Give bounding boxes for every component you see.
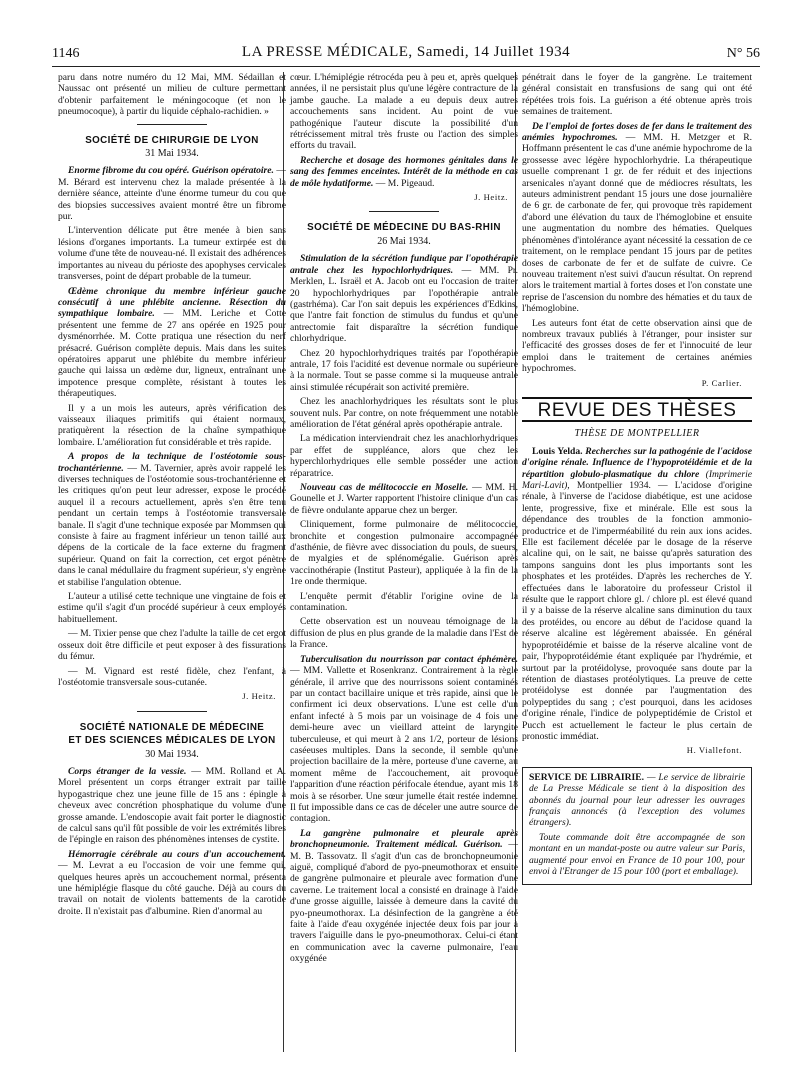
paragraph: L'enquête permit d'établir l'origine ovine de la contamination. bbox=[290, 590, 518, 614]
article-title: Œdème chronique du membre inférieur gauche consécutif à une phlébite ancienne. Résection du sympathique lombaire. bbox=[58, 285, 286, 320]
article bbox=[290, 155, 518, 189]
issue-number: N° 56 bbox=[726, 46, 760, 61]
article-title: A propos de la technique de l'ostéotomie sous-trochantérienne. bbox=[58, 451, 286, 474]
thesis-heading: THÈSE DE MONTPELLIER bbox=[574, 428, 700, 440]
signature: J. Heitz. bbox=[242, 691, 276, 702]
article bbox=[58, 766, 286, 846]
paragraph: pénétrait dans le foyer de la gangrène. Le traitement général consistait en transfusions de sang qui ont été répétées trois fois. La guérison a été obtenue après trois semaines de traitement. bbox=[522, 72, 752, 118]
article bbox=[522, 446, 752, 743]
article-title: La gangrène pulmonaire et pleurale après bronchopneumonie. Traitement médical. Guérison. bbox=[290, 827, 518, 851]
article-text: — M. B. Tassovatz. Il s'agit d'un cas de bronchopneumonie aiguë, compliqué d'abord de pyo-pneumothorax et ensuite de gangrène pulmonaire et pleurale avec formation d'une caverne. Le traitement local a consisté en drainage à l'aide d'une grosse aiguille, laissée à demeure dans la cavité du pyo-pneumothorax. La désinfection de la gangrène a été faite à l'aide d'eau oxygénée injectée deux fois par jour à travers l'aiguille dans le pyo-pneumothorax. Celui-ci étant en communication avec la caverne pulmonaire, l'eau oxygénée bbox=[290, 839, 518, 965]
article-text: — M. Bérard est intervenu chez la malade présentée à la dernière séance, atteinte d'une énorme tumeur du cou que des biopsies successives avaient montré être un fibrome pur. bbox=[58, 165, 286, 223]
column-3 bbox=[522, 72, 752, 885]
divider bbox=[522, 397, 752, 399]
article bbox=[58, 849, 286, 917]
library-notice bbox=[522, 767, 752, 886]
article-text: — MM. Rolland et A. Morel présentent un corps étranger extrait par taille hypogastrique chez une jeune fille de 15 ans : épingle à cheveux avec concrétion phosphatique du volume d'une grosse amande. L'endoscopie avait fait porter le diagnostic de calcul sans qu'il fût possible de voir les extrémités libres de l'épingle en raison des phénomènes intenses de cystite. bbox=[58, 765, 286, 846]
section-heading: ET DES SCIENCES MÉDICALES DE LYON bbox=[68, 735, 276, 747]
paragraph: L'auteur a utilisé cette technique une vingtaine de fois et estime qu'il s'agit d'un procédé supérieur à ceux employés habituellement. bbox=[58, 591, 286, 625]
divider bbox=[137, 711, 207, 712]
article-text: — MM. Pr. Merklen, L. Israël et A. Jacob ont eu l'occasion de traiter 20 hypochlorhydriques par l'opothérapie antrale (gastrhéma). Car l'on sait depuis les expériences d'Edkins, que l'antre fait fonction de stimulus du fundus et qu'une antrectomie fait disparaître la sécrétion fundique chlorhydrique. bbox=[290, 264, 518, 345]
paragraph: cœur. L'hémiplégie rétrocéda peu à peu et, après quelques années, il ne persistait plus qu'une légère contracture de la jambe gauche. La malade a eu depuis deux autres accouchements sans incident. Au point de vue pathogénique l'auteur discute la possibilité d'un rétrécissement mitral très fruste ou l'action des simples efforts du travail. bbox=[290, 72, 518, 152]
article-title: Stimulation de la sécrétion fundique par l'opothérapie antrale chez les hypochlorhydriques. bbox=[290, 253, 518, 276]
paragraph: Cette observation est un nouveau témoignage de la diffusion de plus en plus grande de la maladie dans l'Est de la France. bbox=[290, 616, 518, 651]
article bbox=[58, 286, 286, 400]
article-title: Enorme fibrome du cou opéré. Guérison opératoire. bbox=[68, 165, 274, 177]
paragraph: Cliniquement, forme pulmonaire de mélitococcie, bronchite et congestion pulmonaire accompagnée d'asthénie, de fièvre avec dissociation du pouls, de sueurs, de myalgies et de splénomégalie. Guérison après vaccinothérapie (Institut Pasteur), appliquée à la fin de la 1re onde thermique. bbox=[290, 519, 518, 588]
paragraph: — M. Tixier pense que chez l'adulte la taille de cet ergot osseux doit être difficile et peut exposer à des fissurations du fémur. bbox=[58, 628, 286, 663]
notice-text: — Le service de librairie de La Presse Médicale se tient à la disposition des abonnés du journal pour leur adresser les ouvrages français annoncés (à l'exception des volumes étrangers). bbox=[529, 771, 745, 829]
notice-text: Toute commande doit être accompagnée de son montant en un mandat-poste ou autre valeur sur Paris, augmenté pour envoi en France de 10 pour 100, pour envoi à l'Etranger de 15 pour 100 (port et emballage). bbox=[529, 831, 745, 877]
paragraph: L'intervention délicate put être menée à bien sans lésions d'organes importants. La tumeur extirpée est du volume d'une tête de nouveau-né. Il existait des adhérences importantes au niveau du périoste des apophyses cervicales transverses, point de départ probable de la tumeur. bbox=[58, 225, 286, 283]
article-text: — M. Pigeaud. bbox=[373, 177, 435, 189]
article-title: Nouveau cas de mélitococcie en Moselle. bbox=[300, 482, 469, 493]
article-title: Tuberculisation du nourrisson par contact éphémère. bbox=[300, 653, 518, 665]
paragraph: Chez 20 hypochlorhydriques traités par l'opothérapie antrale, 17 fois l'acidité est devenue normale ou supérieure à la normale. Tout se passe comme si la muqueuse antrale ainsi stimulée récupérait son activité première. bbox=[290, 347, 518, 393]
article bbox=[290, 253, 518, 344]
page-header bbox=[52, 44, 760, 67]
section-heading: SOCIÉTÉ DE CHIRURGIE DE LYON bbox=[85, 134, 259, 146]
section-title: REVUE DES THÈSES bbox=[537, 399, 737, 421]
notice-title: SERVICE DE LIBRAIRIE. bbox=[529, 771, 645, 783]
paragraph: paru dans notre numéro du 12 Mai, MM. Sédaillan et Naussac ont présenté un milieu de culture permettant d'obtenir parfaitement le méningocoque (et non le pneumocoque), à partir du liquide céphalo-rachidien. » bbox=[58, 72, 286, 118]
section-date: 31 Mai 1934. bbox=[145, 148, 199, 160]
section-heading: SOCIÉTÉ DE MÉDECINE DU BAS-RHIN bbox=[307, 222, 501, 234]
signature: P. Carlier. bbox=[701, 377, 742, 388]
article-text: — MM. H. Metzger et R. Hoffmann présentent le cas d'une anémie hypochrome de la grossesse avec légère hypochlorhydrie. La thérapeutique usuelle comprenant 1 gr. de fer réduit et des injections arsenicales n'ayant donné que de médiocres résultats, les auteurs administrent pendant 15 jours une dose journalière de 6 gr. de carbonate de fer, qui provoque très rapidement d'abord une élévation du taux de l'hémoglobine et ensuite une augmentation du nombre des hématies. Quelques phénomènes d'intolérance ayant nécessité la cessation de ce traitement, on le remplace pendant 15 jours par de petites doses de carbonate de fer et de sulfate de cuivre. Ce nouveau traitement n'est suivi d'aucun résultat. On reprend alors le traitement martial à fortes doses et l'on constate une reprise de l'ascension du nombre des hématies et du taux de l'hémoglobine. bbox=[522, 132, 752, 315]
journal-title: LA PRESSE MÉDICALE, Samedi, 14 Juillet 1934 bbox=[241, 44, 571, 60]
article bbox=[290, 828, 518, 965]
column-2 bbox=[290, 72, 518, 968]
article-text: — M. Levrat a eu l'occasion de voir une femme qui, quelques heures après un accouchement normal, présenta une hémiplégie flasque du côté gauche. Déjà au cours du travail on notait de violents battements de la carotide droite. Il n'existait pas d'albumine. Rien d'anormal au bbox=[58, 860, 286, 917]
paragraph: Il y a un mois les auteurs, après vérification des vaisseaux iliaques primitifs qui étaient normaux, pratiquèrent la résection de la chaîne sympathique lombaire. L'amélioration fut considérable et très rapide. bbox=[58, 402, 286, 448]
thesis-publisher: (Imprimerie Mari-Lavit), bbox=[522, 468, 752, 491]
article bbox=[522, 121, 752, 315]
paragraph: Chez les anachlorhydriques les résultats sont le plus souvent nuls. Par contre, on note fréquemment une notable amélioration de l'état général après opothérapie antrale. bbox=[290, 396, 518, 430]
section-date: 26 Mai 1934. bbox=[377, 235, 431, 247]
thesis-title: Recherches sur la pathogénie de l'acidose d'origine rénale. Influence de l'hypoprotéidémie et de la répartition globulo-plasmatique du chlore bbox=[522, 445, 752, 480]
thesis-author: Louis Yelda. bbox=[532, 445, 583, 457]
article-text: — MM. H. Gounelle et J. Warter rapportent l'histoire clinique d'un cas de fièvre ondulante apparue chez un berger. bbox=[290, 482, 518, 516]
article-title: De l'emploi de fortes doses de fer dans le traitement des anémies hypochromes. bbox=[522, 120, 752, 144]
article-text: — MM. Vallette et Rosenkranz. Contrairement à la règle générale, il arrive que des nourrissons soient contaminés par un contact bacillaire unique et très rapide, ainsi que le confirment ici deux observations. L'une est celle d'un enfant infecté à 5 mois par un voisinage de 4 fois une demi-heure avec un vieillard atteint de laryngite tuberculeuse, et qui meurt à 2 ans 1/2, porteur de lésions caséeuses multiples. Dans la seconde, il semble qu'une projection bacillaire de la mère, porteuse d'une caverne, au moment même de l'accouchement, ait provoqué l'apparition d'une réaction périfocale étendue, ayant mis 18 mois à se résorber. Une sœur jumelle était restée indemne. Il fut impossible dans ce cas de déceler une autre source de contagion. bbox=[290, 665, 518, 825]
article-title: Hémorragie cérébrale au cours d'un accouchement. bbox=[68, 848, 286, 860]
article-text: Montpellier 1934. — L'acidose d'origine rénale, à l'inverse de l'acidose diabétique, est une acidose lente, progressive, fixe et minérale. Elle est sous la dépendance des troubles de la fonction ammonio-productrice et de l'imperméabilité du rein aux ions acides. Elle est facilement décelée par le dosage de la réserve alcaline qui, on le sait, ne baisse qu'après saturation des tampons sanguins dont les plus importants sont les phosphates et les protéides. D'après les recherches de Y. effectuées dans le laboratoire du professeur Cristol il résulte que le rapport chlore gl. / chlore pl. est élevé quand il y a baisse de la réserve alcaline sans diminution du taux des protéides, ou encore au début de l'acidose quand la réserve alcaline est légèrement abaissée. En général hypoprotéidémie et baisse de la réserve alcaline vont de pair, l'hypoprotéidémie étant expliquée par l'hydrémie, et surtout par la protéidolyse, provoquée sans doute par la rétention de diastases protéolytiques. La preuve de cette protéidolyse est donnée par l'augmentation des polypeptides du sang ; c'est pourquoi, dans les acidoses d'origine rénale, l'indice de polypeptidémie de Cristol et Pucch est actuellement le facteur le plus certain de pronostic immédiat. bbox=[522, 480, 752, 742]
column-1 bbox=[58, 72, 286, 920]
divider bbox=[369, 211, 439, 212]
article-text: — M. Tavernier, après avoir rappelé les diverses techniques de l'ostéotomie sous-trochantérienne et les critiques qu'on peut leur adresser, expose le procédé auquel il a recours actuellement, après s'en être tenu pendant un certain temps à l'ostéotomie transversale banale. Il s'agit d'une technique exposée par Mommsen qui consiste à faire au fragment inférieur un tenon taillé aux dépens de la corticale de la face externe du fragment supérieur. Quand on fait la correction, cet ergot pénètre dans le canal médullaire du fragment supérieur, s'y engrène et stabilise l'angulation obtenue. bbox=[58, 462, 286, 588]
article bbox=[58, 165, 286, 222]
section-date: 30 Mai 1934. bbox=[145, 748, 199, 760]
article bbox=[58, 451, 286, 588]
article-title: Recherche et dosage des hormones génitales dans le sang des femmes enceintes. Intérêt de la méthode en cas de môle hydatiforme. bbox=[290, 154, 518, 189]
paragraph: Les auteurs font état de cette observation ainsi que de nombreux travaux publiés à l'étranger, pour insister sur l'efficacité des grosses doses de fer et l'innocuité de leur emploi dans le traitement de certaines anémies hypochromes. bbox=[522, 317, 752, 375]
article bbox=[290, 654, 518, 825]
signature: J. Heitz. bbox=[474, 192, 508, 203]
paragraph: La médication interviendrait chez les anachlorhydriques par effet de suppléance, alors que chez les hyperchlorhydriques elle semble posséder une action réparatrice. bbox=[290, 433, 518, 479]
divider bbox=[137, 124, 207, 125]
page-number: 1146 bbox=[52, 46, 80, 61]
article-title: Corps étranger de la vessie. bbox=[68, 765, 187, 777]
signature: H. Viallefont. bbox=[686, 745, 742, 756]
article bbox=[290, 482, 518, 516]
section-heading: SOCIÉTÉ NATIONALE DE MÉDECINE bbox=[79, 721, 265, 733]
article-text: — MM. Leriche et Cotte présentent une femme de 27 ans opérée en 1925 pour dysménorrhée. M. Cotte pratiqua une résection du nerf présacré. Guérison complète depuis. Mais dans les suites opératoires apparut une phlébite du membre inférieur gauche qui laissa un œdème dur, ligneux, entraînant une impotence presque complète, résistant à toutes les thérapeutiques. bbox=[58, 308, 287, 400]
paragraph: — M. Vignard est resté fidèle, chez l'enfant, à l'ostéotomie transversale sous-cutanée. bbox=[58, 665, 286, 688]
